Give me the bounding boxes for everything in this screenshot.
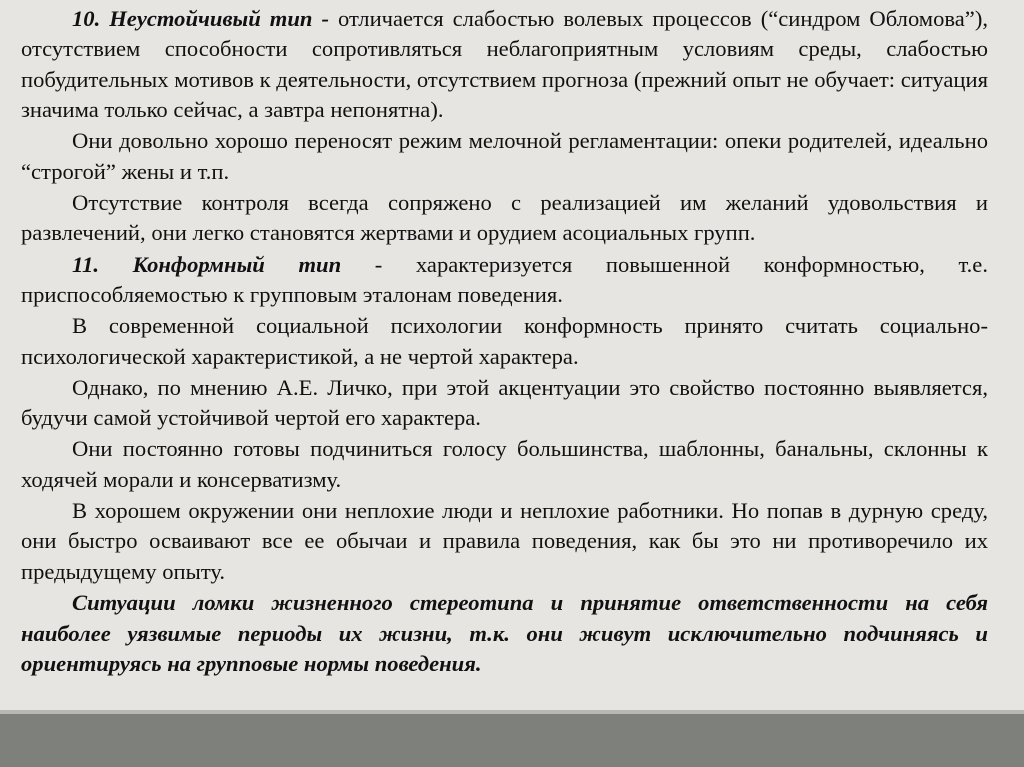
paragraph bbox=[21, 434, 988, 495]
paragraph bbox=[21, 311, 988, 372]
footer-bar bbox=[0, 714, 1024, 767]
paragraph-text: В современной социальной психологии конформность принято считать социально-психологической характеристикой, а не чертой характера. bbox=[21, 313, 988, 369]
paragraph-unstable-type bbox=[21, 4, 988, 126]
paragraph-text: Однако, по мнению А.Е. Личко, при этой акцентуации это свойство постоянно выявляется, будучи самой устойчивой чертой его характера. bbox=[21, 374, 988, 431]
paragraph bbox=[21, 188, 988, 249]
slide-body bbox=[21, 4, 988, 680]
paragraph-text: В хорошем окружении они неплохие люди и неплохие работники. Но попав в дурную среду, они быстро осваивают все ее обычаи и правила поведения, как бы это ни противоречило их предыдущему опыту. bbox=[21, 498, 988, 584]
paragraph bbox=[21, 126, 988, 187]
paragraph-text: Отсутствие контроля всегда сопряжено с реализацией им желаний удовольствия и развлечений, они легко становятся жертвами и орудием асоциальных групп. bbox=[21, 190, 988, 246]
heading-unstable-type: 10. Неустойчивый тип - bbox=[72, 6, 329, 31]
paragraph-conclusion bbox=[21, 588, 988, 679]
paragraph-text: Ситуации ломки жизненного стереотипа и принятие ответственности на себя наиболее уязвимые периоды их жизни, т.к. они живут исключительно подчиняясь и ориентируясь на групповые нормы поведения. bbox=[21, 590, 988, 676]
paragraph bbox=[21, 373, 988, 434]
heading-conformal-type: 11. Конформный тип bbox=[72, 251, 342, 277]
paragraph-text: - характеризуется повышенной конформностью, т.е. приспособляемостью к групповым эталонам поведения. bbox=[21, 251, 988, 308]
paragraph-text: Они довольно хорошо переносят режим мелочной регламентации: опеки родителей, идеально “строгой” жены и т.п. bbox=[21, 128, 988, 184]
paragraph-conformal-type bbox=[21, 250, 988, 311]
paragraph-text: Они постоянно готовы подчиниться голосу большинства, шаблонны, банальны, склонны к ходячей морали и консерватизму. bbox=[21, 436, 988, 492]
paragraph-text: отличается слабостью волевых процессов (“синдром Обломова”), отсутствием способности сопротивляться неблагоприятным условиям среды, слабостью побудительных мотивов к деятельности, отсутствием прогноза (прежний опыт не обучает: ситуация значима только сейчас, а завтра непонятна). bbox=[21, 6, 988, 123]
paragraph bbox=[21, 496, 988, 587]
